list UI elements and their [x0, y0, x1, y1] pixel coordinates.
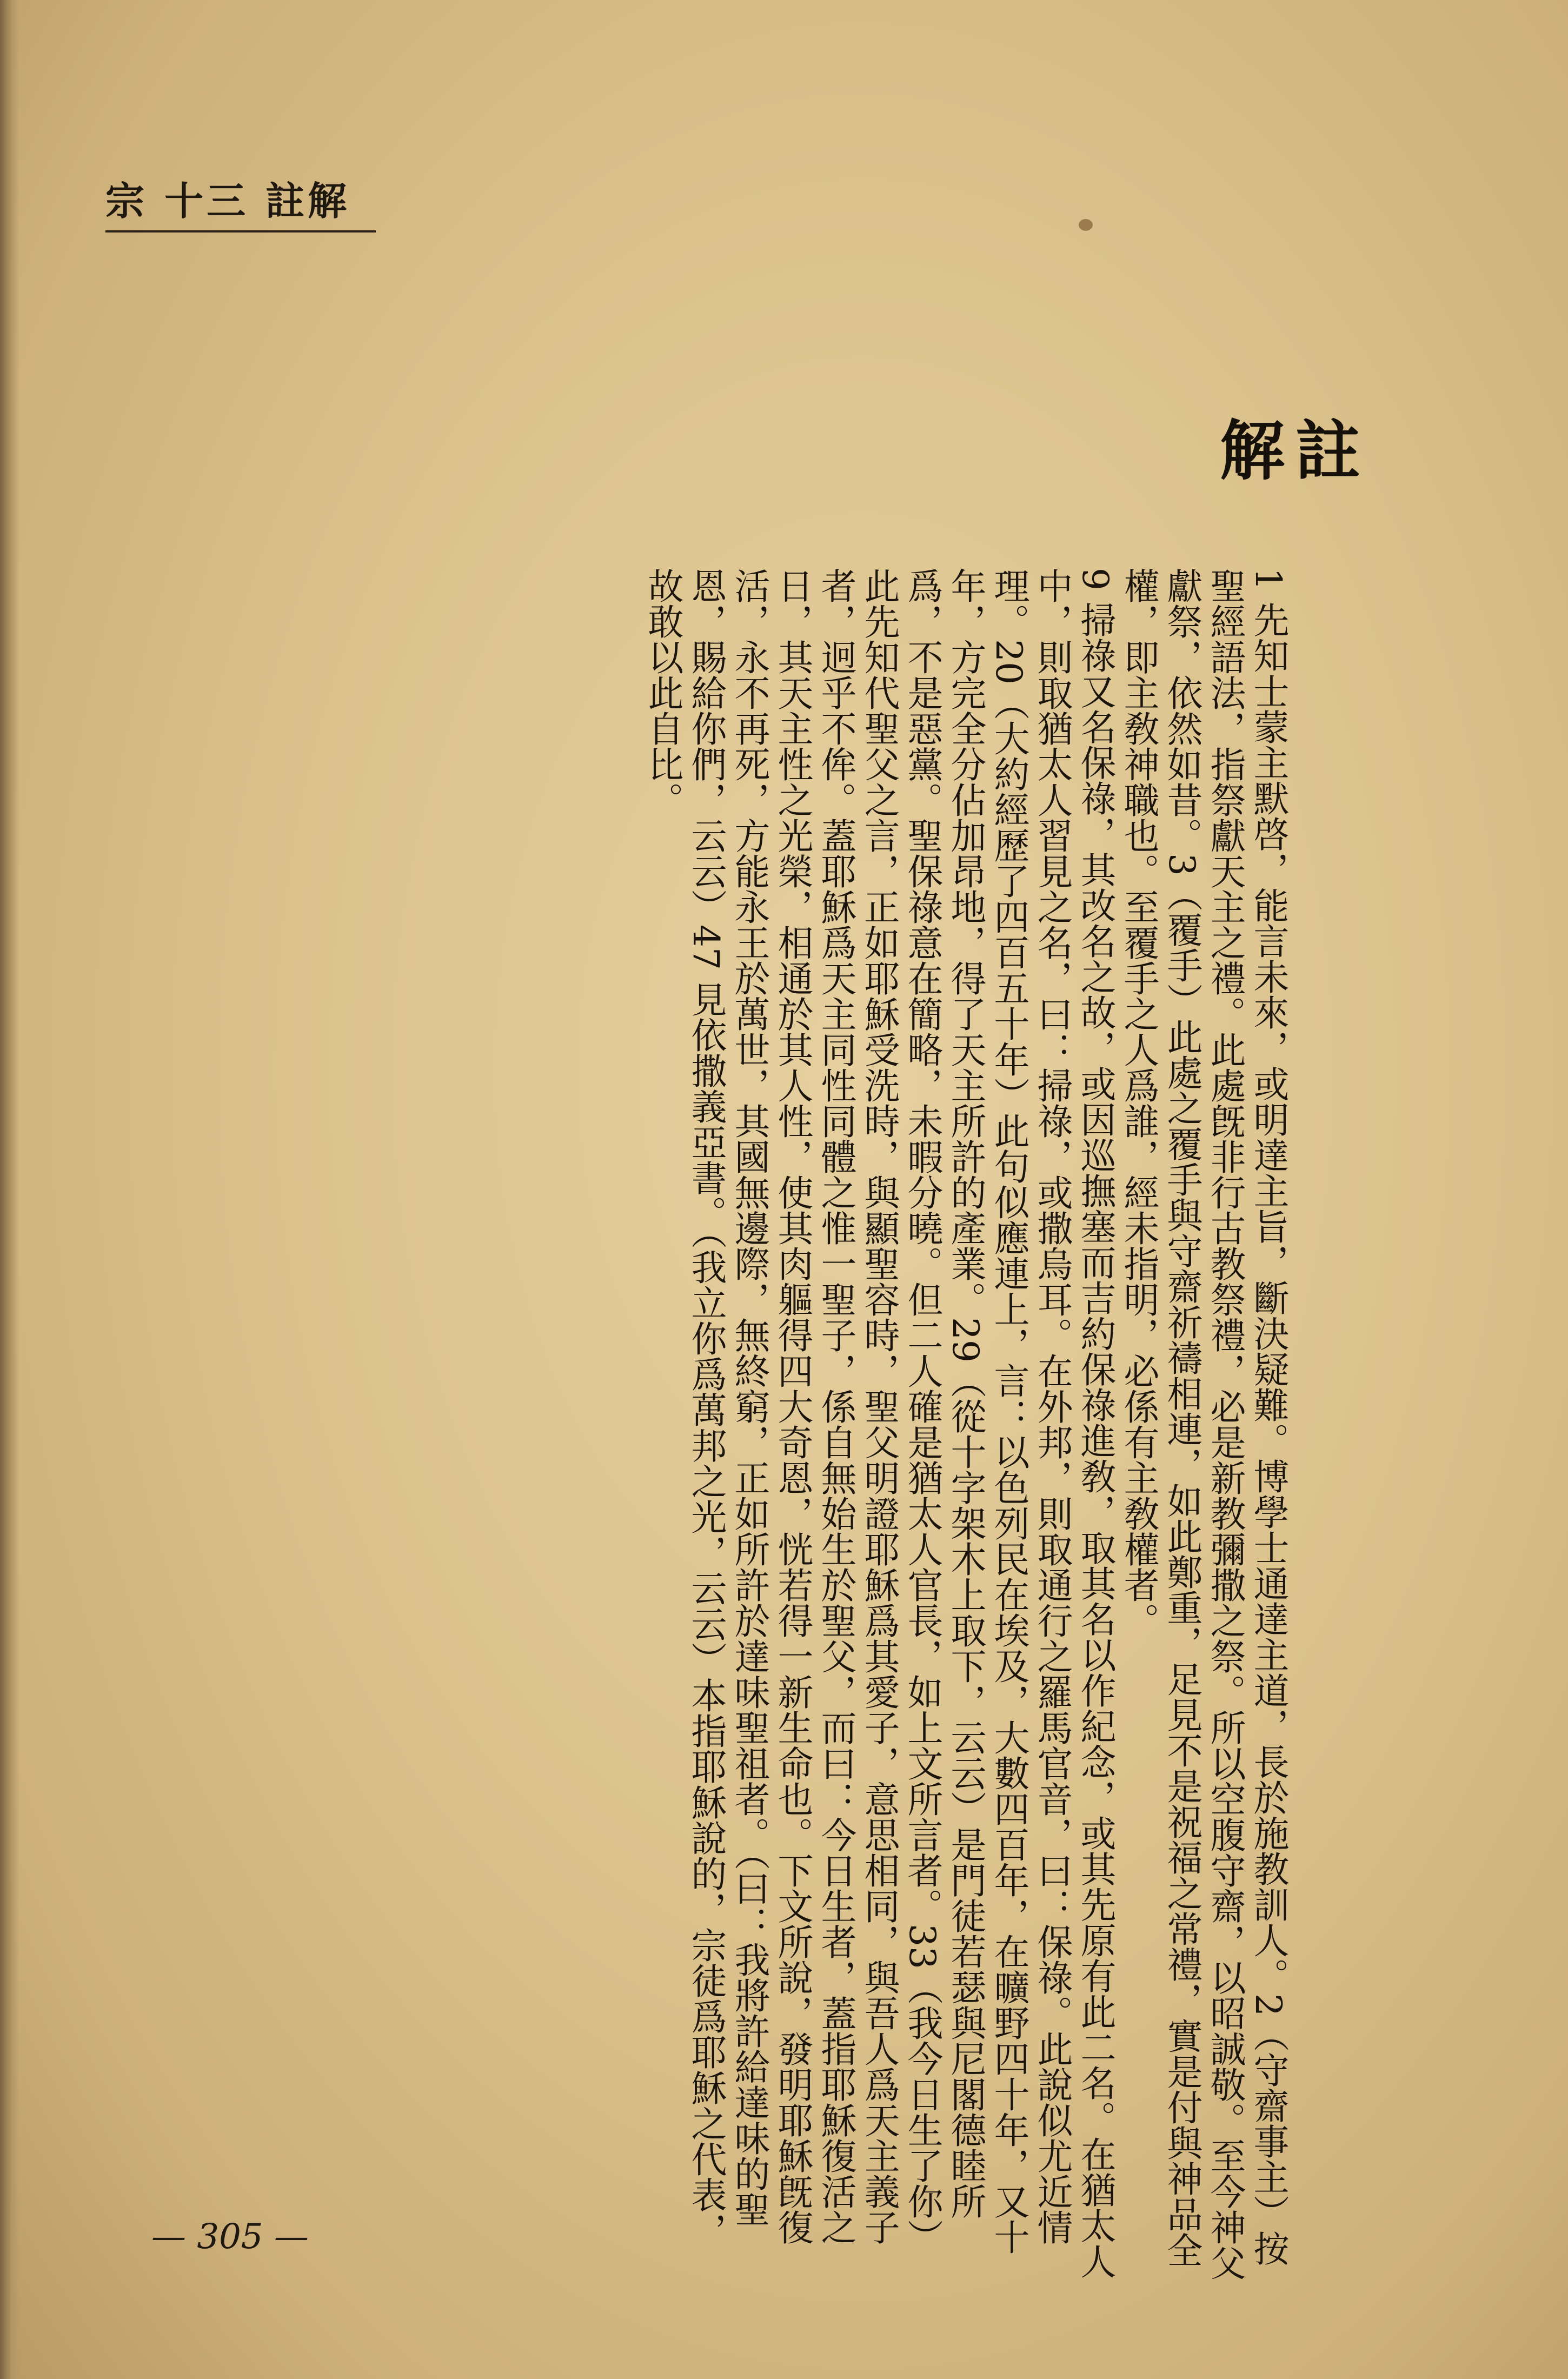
section-title: 註解	[1209, 416, 1360, 482]
running-head	[105, 173, 376, 232]
page-number: — 305 —	[151, 2217, 309, 2257]
annotation-paragraph-2: 9 掃祿又名保祿，其改名之故，或因巡撫塞而吉約保祿進敎，取其名以作紀念，或其先原有此二名。在猶太人中，則取猶太人習見之名，曰：掃祿，或撒烏耳。在外邦，則取通行之羅馬官音，曰：保祿。此說似尤近情理。20（大約經歷了四百五十年）此句似應連上，言：以色列民在埃及，大數四百年，在曠野四十年，又十年，方完全分佔加昂地，得了天主所許的產業。29（從十字架木上取下，云云）是門徒若瑟與尼閣德睦所爲，不是惡黨。聖保祿意在簡略，未暇分曉。但二人確是猶太人官長，如上文所言者。33（我今日生了你）此先知代聖父之言，正如耶穌受洗時，與顯聖容時，聖父明證耶穌爲其愛子，意思相同，與吾人爲天主義子者，迥乎不侔。蓋耶穌爲天主同性同體之惟一聖子，係自無始生於聖父，而曰：今日生者，蓋指耶穌復活之日，其天主性之光榮，相通於其人性，使其肉軀得四大奇恩，恍若得一新生命也。下文所說，發明耶穌旣復活，永不再死，方能永王於萬世，其國無邊際，無終窮，正如所許於達味聖祖者。（曰：我將許給達味的聖恩，賜給你們，云云）47 見依撒義亞書。（我立你爲萬邦之光，云云）本指耶穌說的，宗徒爲耶穌之代表，故敢以此自比。	[642, 568, 1116, 2279]
running-head-text: 宗 十三 註解	[105, 178, 350, 224]
ink-spot-mark	[1079, 219, 1093, 231]
annotation-body	[454, 568, 1290, 2282]
annotation-paragraph-1: 1 先知士蒙主默啓，能言未來，或明達主旨，斷決疑難。博學士通達主道，長於施教訓人。2（守齋事主）按聖經語法，指祭獻天主之禮。此處旣非行古教祭禮，必是新教彌撒之祭。所以空腹守齋，以昭誠敬。至今神父獻祭，依然如昔。3（覆手）此處之覆手與守齋祈禱相連，如此鄭重，足見不是祝福之常禮，實是付與神品全權，即主敎神職也。至覆手之人爲誰，經未指明，必係有主敎權者。	[1118, 568, 1289, 2281]
page-binding-edge	[0, 0, 19, 2379]
